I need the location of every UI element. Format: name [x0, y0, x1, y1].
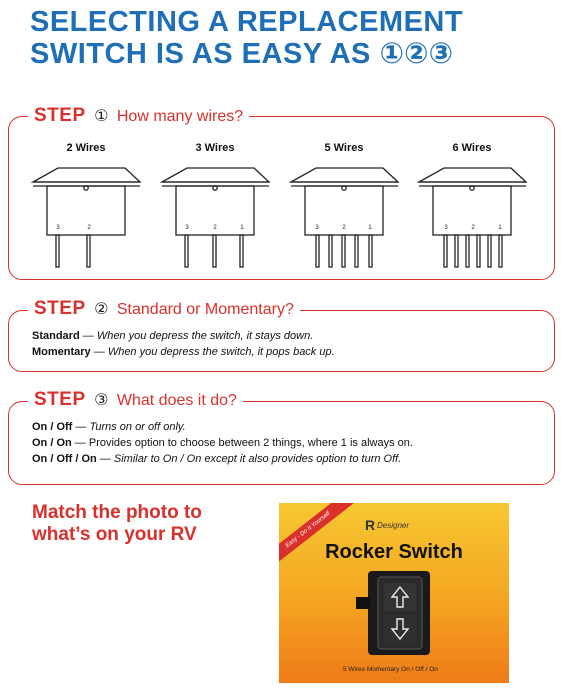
pin-label: 1: [240, 225, 244, 231]
step-3-line-on-on: [32, 437, 413, 449]
step-1-number: ①: [94, 108, 109, 125]
product-title: Rocker Switch: [325, 541, 463, 563]
step-2-heading: [28, 299, 300, 318]
pin-label: 3: [444, 225, 448, 231]
switch-title-6-wires: 6 Wires: [452, 142, 492, 154]
step-3-question: What does it do?: [116, 392, 237, 409]
pin-label: 2: [213, 225, 217, 231]
switch-title-5-wires: 5 Wires: [324, 142, 364, 154]
rocker-switch-image: [354, 567, 444, 663]
pin-label: 1: [498, 225, 502, 231]
pin-label: 3: [56, 225, 60, 231]
description: When you depress the switch, it stays down.: [96, 330, 314, 342]
pin-label: 2: [87, 225, 91, 231]
step-2-word: STEP: [34, 298, 86, 319]
step-3-line-on-off: [32, 421, 186, 433]
product-ribbon: Easy - Do It Yourself: [279, 503, 356, 569]
pin-label: 2: [471, 225, 475, 231]
pin-label: 3: [315, 225, 319, 231]
step-1-question: How many wires?: [116, 108, 244, 125]
description: Turns on or off only.: [89, 421, 186, 433]
headline-text: SWITCH IS AS EASY AS: [30, 38, 371, 70]
step-2-line-standard: [32, 330, 313, 342]
description: Similar to On / On except it also provides option to turn Off.: [113, 453, 402, 465]
term: On / Off / On: [32, 453, 97, 465]
step-3-number: ③: [94, 392, 109, 409]
product-photo: [279, 503, 509, 683]
term: Standard: [32, 330, 80, 342]
step-2-question: Standard or Momentary?: [116, 301, 294, 318]
match-line-2: what’s on your RV: [32, 524, 197, 545]
dash: —: [74, 437, 86, 449]
dash: —: [99, 453, 111, 465]
term: Momentary: [32, 346, 91, 358]
step-2-number: ②: [94, 301, 109, 318]
switch-diagram-6-wires: [419, 168, 526, 267]
description: Provides option to choose between 2 things, where 1 is always on.: [88, 437, 413, 449]
step-3-heading: [28, 390, 243, 409]
brand-name: Designer: [377, 521, 410, 530]
step-3-line-on-off-on: [32, 453, 401, 465]
dash: —: [82, 330, 94, 342]
term: On / Off: [32, 421, 73, 433]
dash: —: [93, 346, 105, 358]
description: When you depress the switch, it pops back up.: [107, 346, 335, 358]
switch-diagram-5-wires: [291, 168, 398, 267]
step-2-line-momentary: [32, 346, 335, 358]
pin-label: 2: [342, 225, 346, 231]
headline-line-1: SELECTING A REPLACEMENT: [30, 6, 464, 38]
step-3-word: STEP: [34, 389, 86, 410]
product-specs: 5 Wires Momentary On / Off / On: [343, 666, 438, 673]
brand-logo: R: [365, 517, 376, 533]
switch-diagram-2-wires: [33, 168, 140, 267]
switch-title-3-wires: 3 Wires: [195, 142, 235, 154]
pin-label: 1: [368, 225, 372, 231]
pin-label: 3: [185, 225, 189, 231]
switch-diagrams: [0, 0, 561, 300]
term: On / On: [32, 437, 72, 449]
match-line-1: Match the photo to: [32, 502, 202, 523]
dash: —: [75, 421, 87, 433]
switch-title-2-wires: 2 Wires: [66, 142, 106, 154]
headline-step-numbers: ①②③: [379, 38, 454, 70]
match-prompt: [32, 502, 202, 546]
step-1-word: STEP: [34, 105, 86, 126]
switch-diagram-3-wires: [162, 168, 269, 267]
